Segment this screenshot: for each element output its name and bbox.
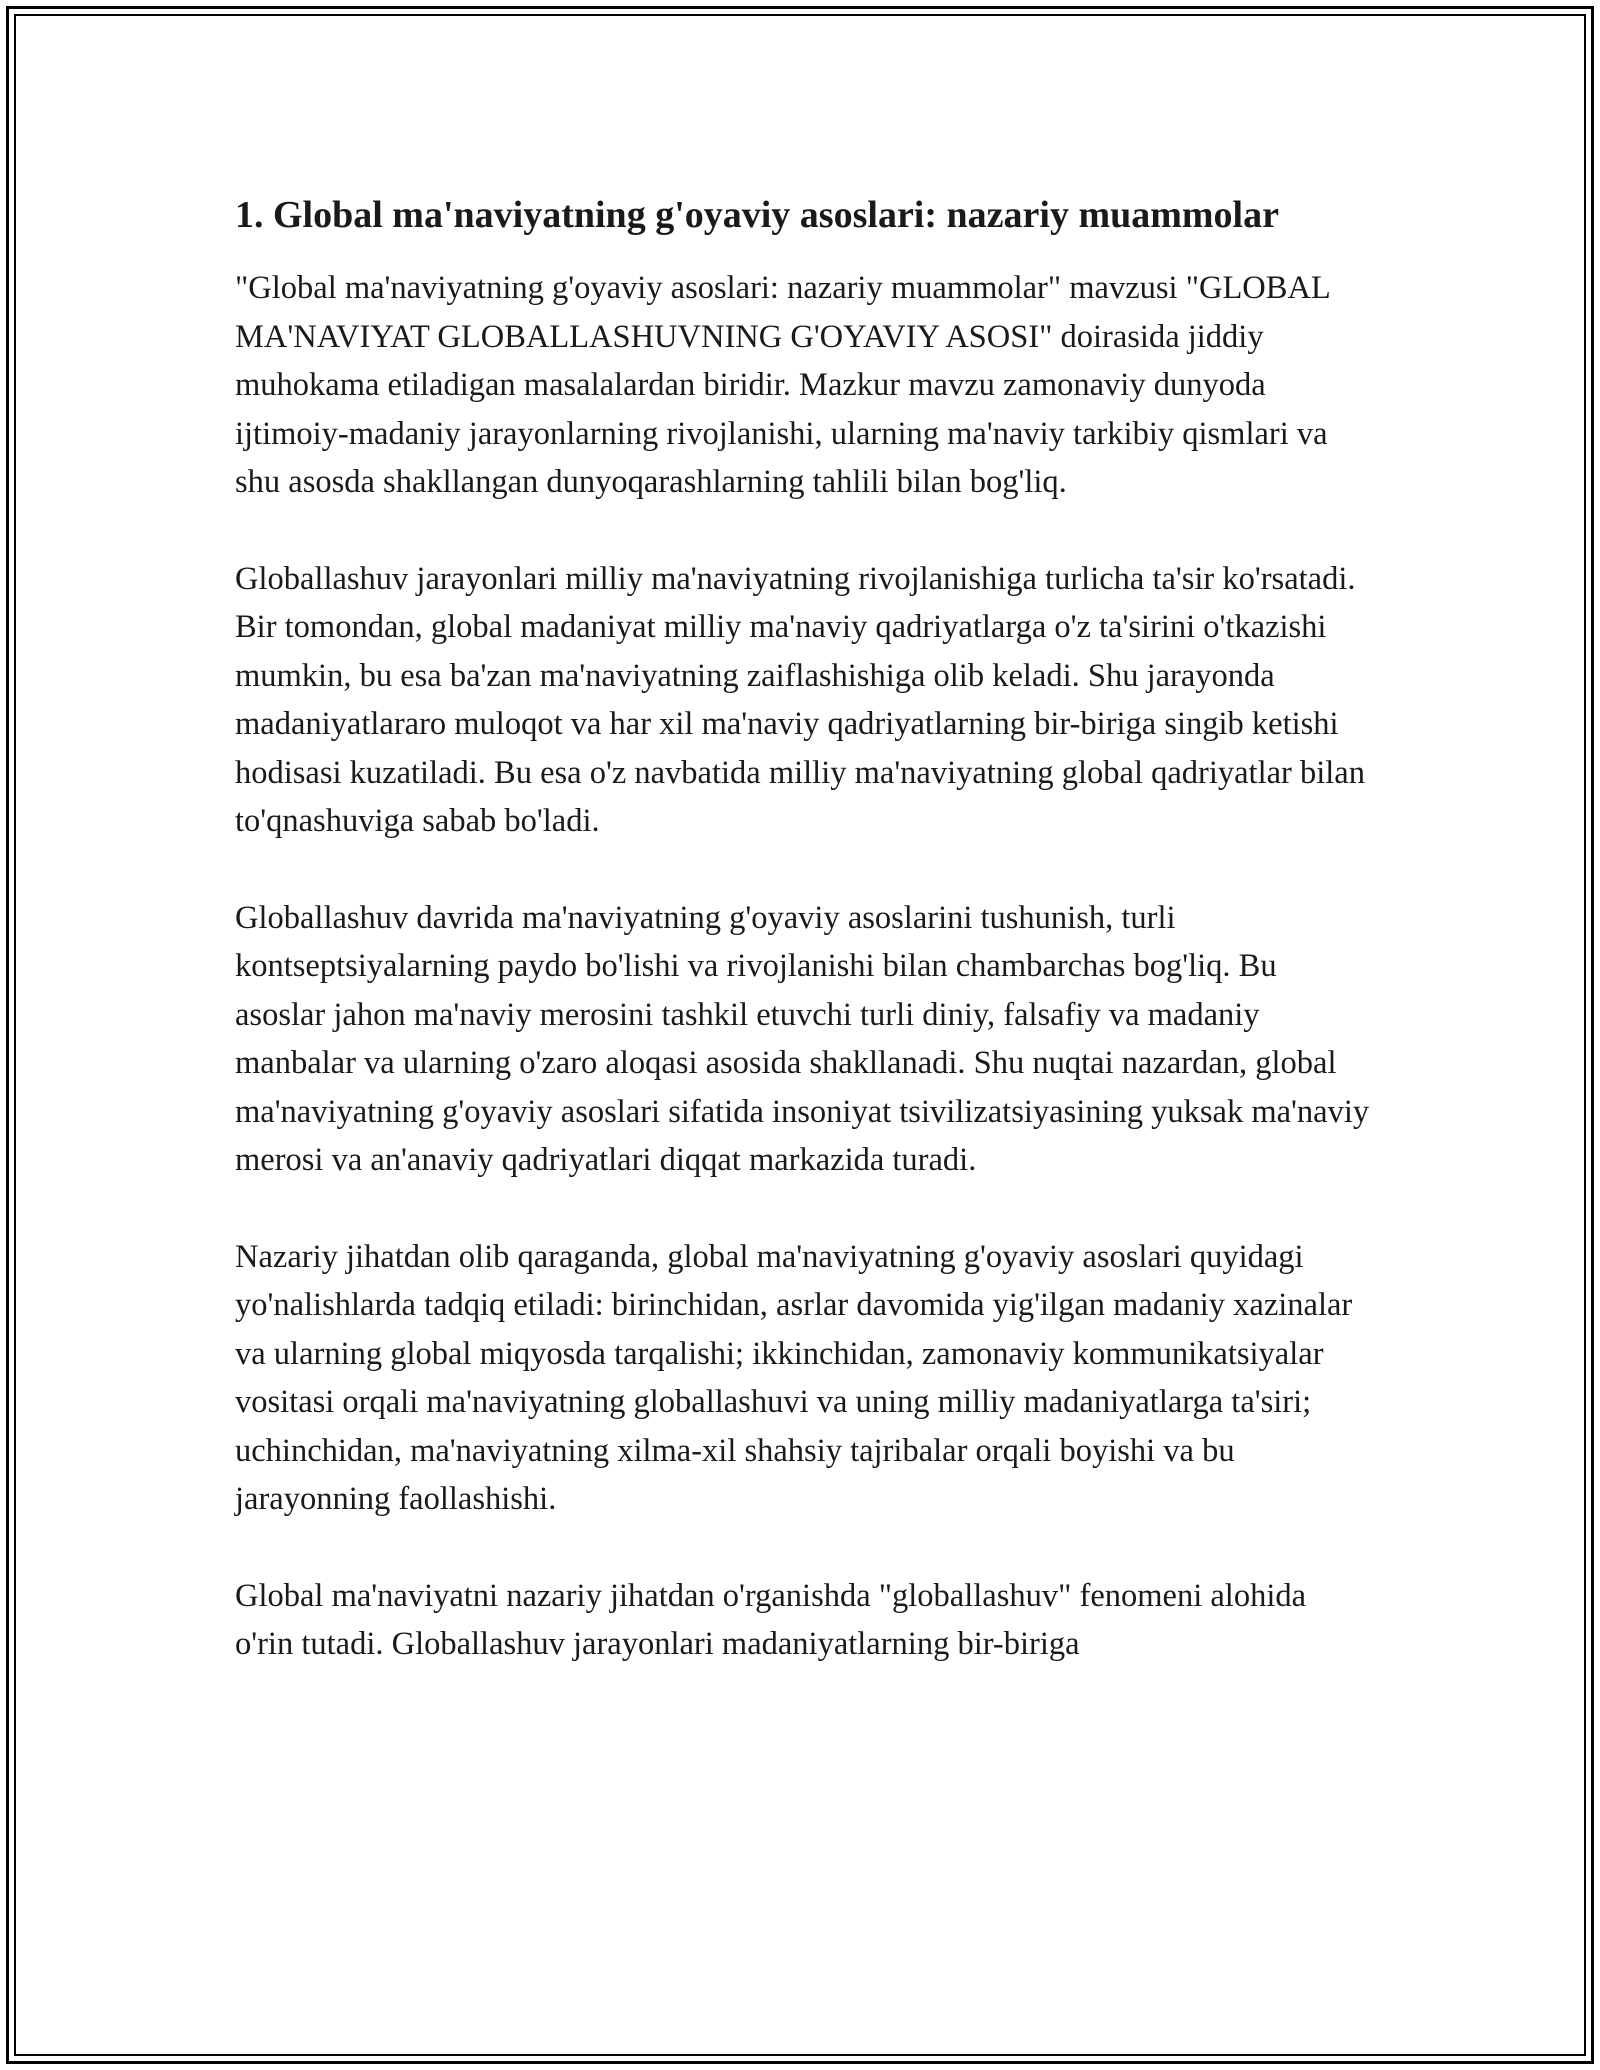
paragraph-5: Global ma'naviyatni nazariy jihatdan o'rganishda "globallashuv" fenomeni alohida o'rin tutadi. Globallashuv jarayonlari madaniyatlarning bir-biriga [235,1577,1307,1662]
paragraph-2: Globallashuv jarayonlari milliy ma'naviyatning rivojlanishiga turlicha ta'sir ko'rsatadi. Bir tomondan, global madaniyat milliy ma'naviy qadriyatlarga o'z ta'sirini o'tkazishi mumkin, bu esa ba'zan ma'naviyatning zaiflashishiga olib keladi. Shu jarayonda madaniyatlararo muloqot va har xil ma'naviy qadriyatlarning bir-biriga singib ketishi hodisasi kuzatiladi. Bu esa o'z navbatida milliy ma'naviyatning global qadriyatlar bilan to'qnashuviga sabab bo'ladi. [235,560,1365,839]
paragraph-4: Nazariy jihatdan olib qaraganda, global ma'naviyatning g'oyaviy asoslari quyidagi yo'nalishlarda tadqiq etiladi: birinchidan, asrlar davomida yig'ilgan madaniy xazinalar va ularning global miqyosda tarqalishi; ikkinchidan, zamonaviy kommunikatsiyalar vositasi orqali ma'naviyatning globallashuvi va uning milliy madaniyatlarga ta'siri; uchinchidan, ma'naviyatning xilma-xil shahsiy tajribalar orqali boyishi va bu jarayonning faollashishi. [235,1238,1353,1517]
section-heading: 1. Global ma'naviyatning g'oyaviy asoslari: nazariy muammolar [235,194,1279,236]
document-body [235,180,1370,1717]
paragraph-1: "Global ma'naviyatning g'oyaviy asoslari: nazariy muammolar" mavzusi "GLOBAL MA'NAVIYAT GLOBALLASHUVNING G'OYAVIY ASOSI" doirasida jiddiy muhokama etiladigan masalalardan biridir. Mazkur mavzu zamonaviy dunyoda ijtimoiy-madaniy jarayonlarning rivojlanishi, ularning ma'naviy tarkibiy qismlari va shu asosda shakllangan dunyoqarashlarning tahlili bilan bog'liq. [235,270,1330,500]
paragraph-3: Globallashuv davrida ma'naviyatning g'oyaviy asoslarini tushunish, turli kontseptsiyalarning paydo bo'lishi va rivojlanishi bilan chambarchas bog'liq. Bu asoslar jahon ma'naviy merosini tashkil etuvchi turli diniy, falsafiy va madaniy manbalar va ularning o'zaro aloqasi asosida shakllanadi. Shu nuqtai nazardan, global ma'naviyatning g'oyaviy asoslari sifatida insoniyat tsivilizatsiyasining yuksak ma'naviy merosi va an'anaviy qadriyatlari diqqat markazida turadi. [235,899,1370,1178]
